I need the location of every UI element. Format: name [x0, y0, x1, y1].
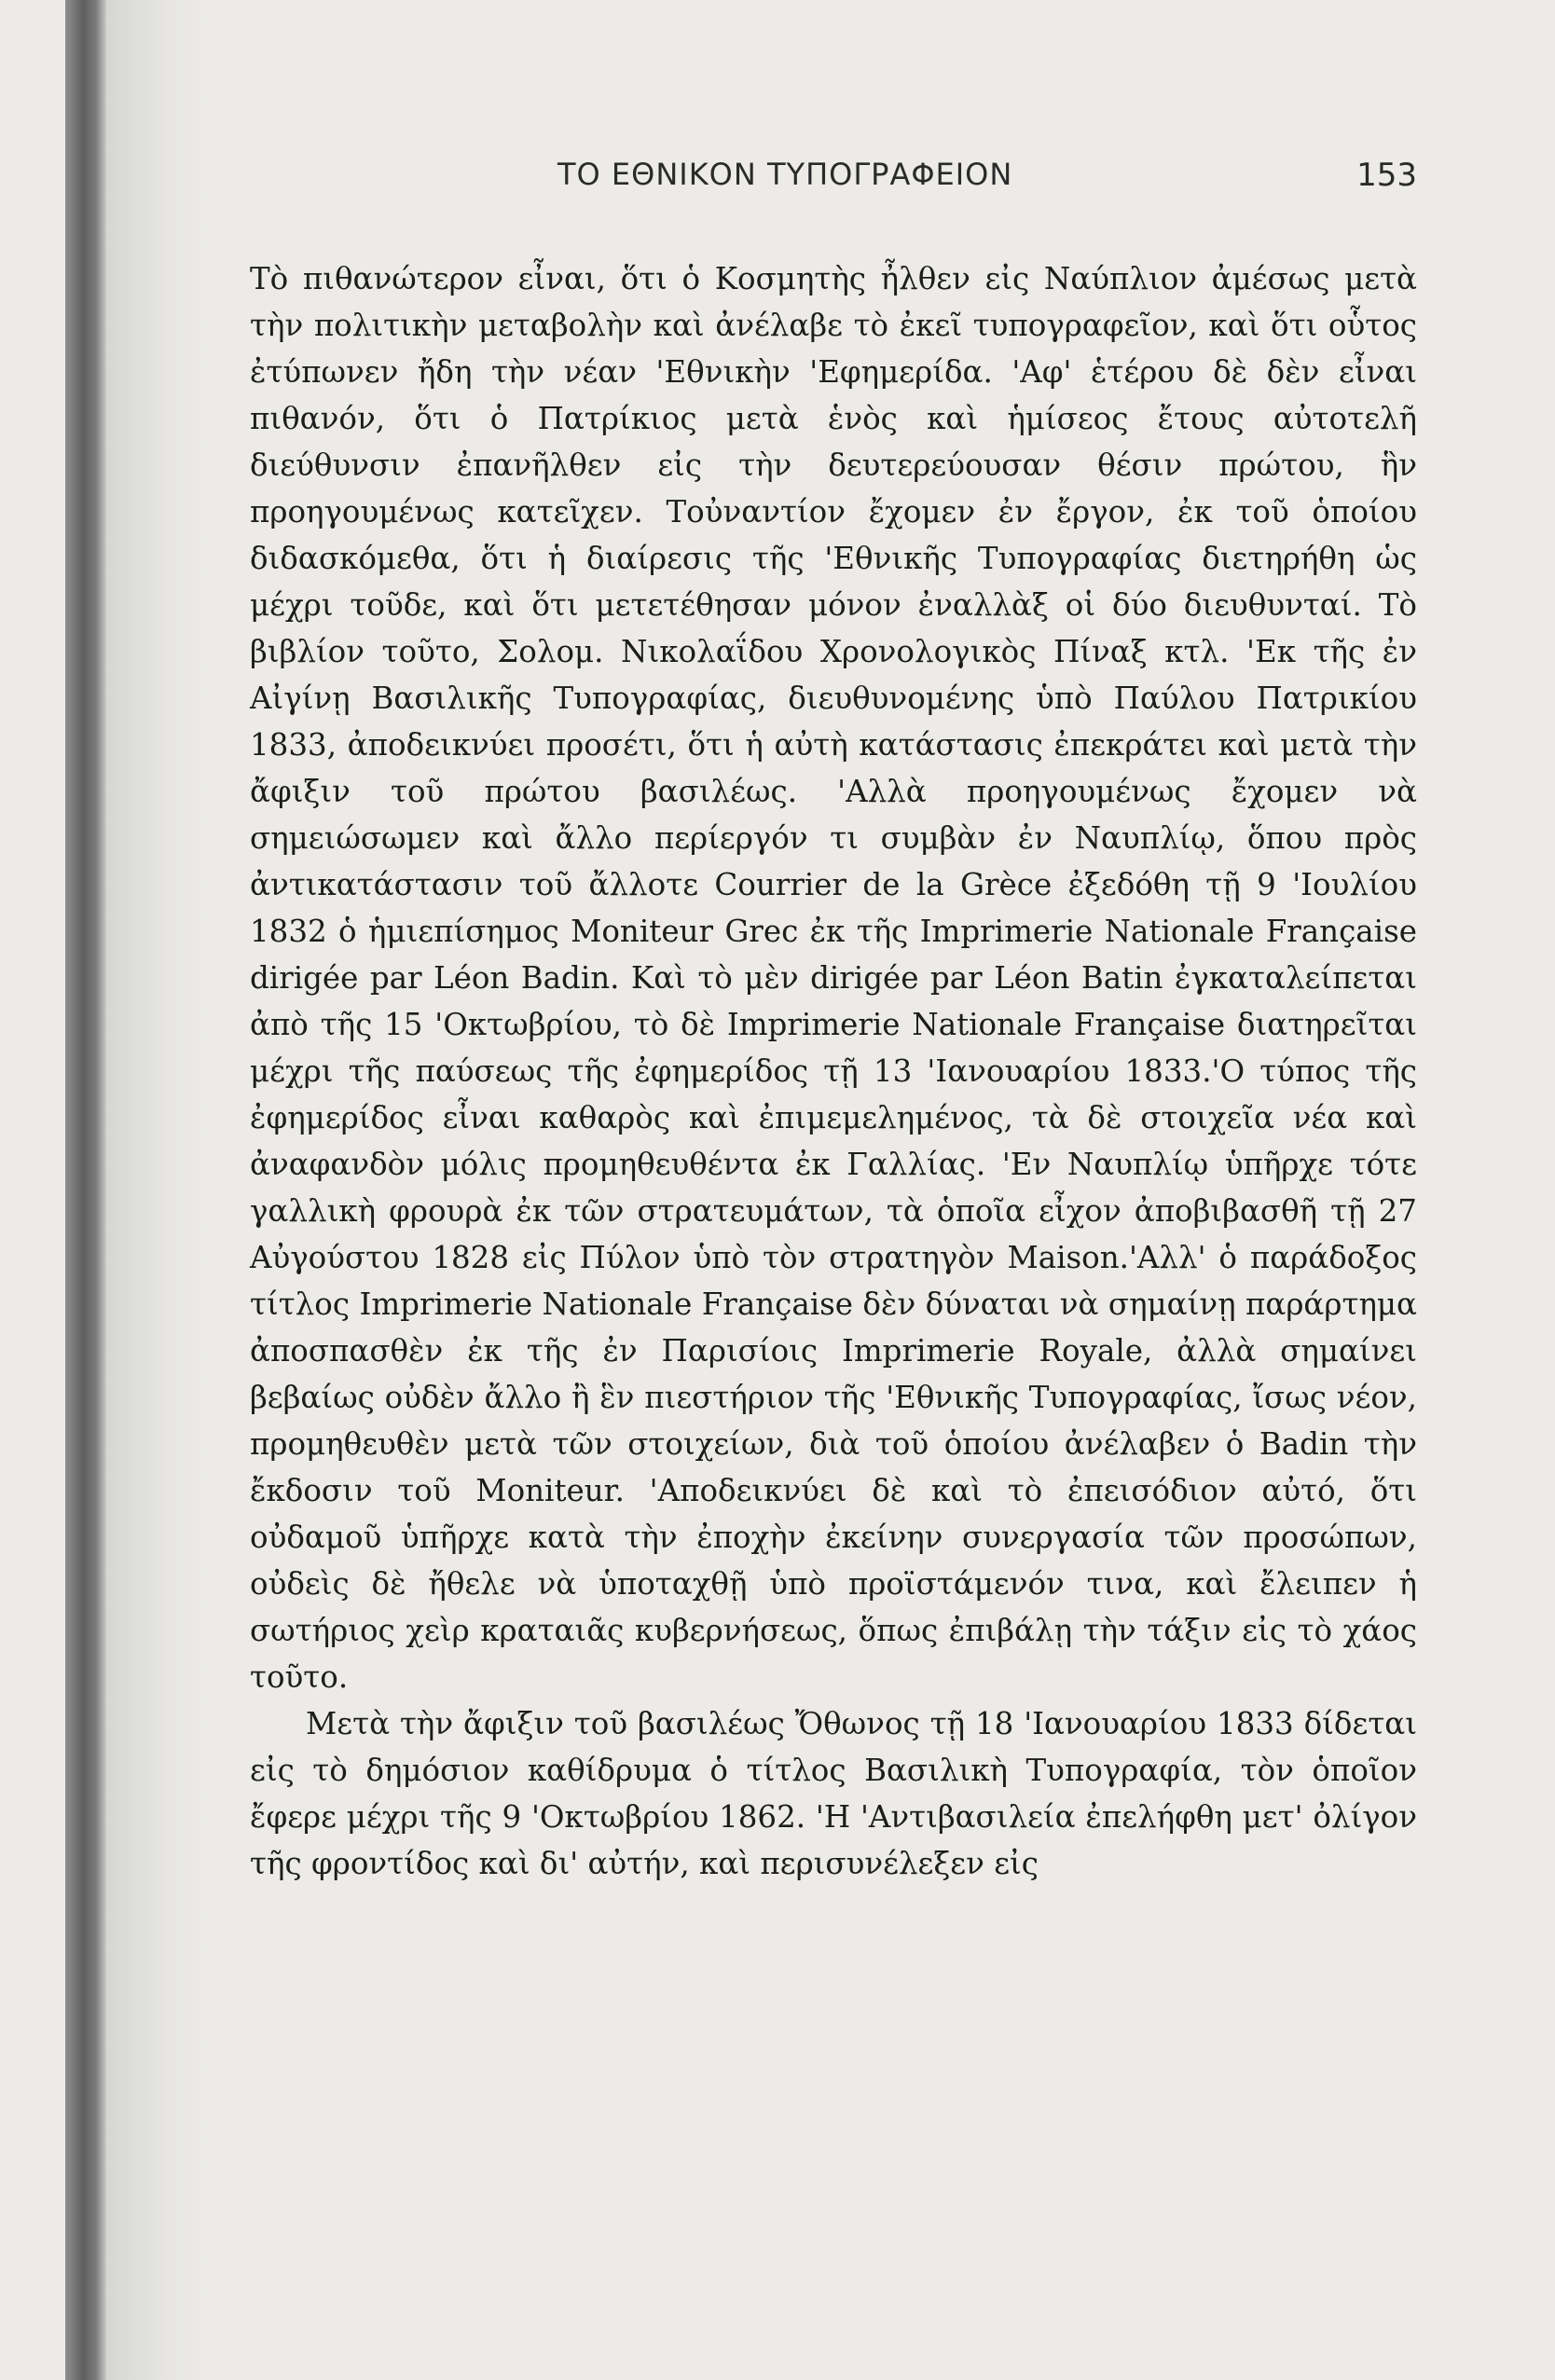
paragraph-1: Τὸ πιθανώτερον εἶναι, ὅτι ὁ Κοσμητὴς ἦλθεν εἰς Ναύπλιον ἀμέσως μετὰ τὴν πολιτικὴν μεταβολὴν καὶ ἀνέλαβε τὸ ἐκεῖ τυπογραφεῖον, καὶ ὅτι οὗτος ἐτύπωνεν ἤδη τὴν νέαν 'Εθνικὴν 'Εφημερίδα. 'Αφ' ἑτέρου δὲ δὲν εἶναι πιθανόν, ὅτι ὁ Πατρίκιος μετὰ ἑνὸς καὶ ἡμίσεος ἔτους αὐτοτελῆ διεύθυνσιν ἐπανῆλθεν εἰς τὴν δευτερεύουσαν θέσιν πρώτου, ἣν προηγουμένως κατεῖχεν. Τοὐναντίον ἔχομεν ἐν ἔργον, ἐκ τοῦ ὁποίου διδασκόμεθα, ὅτι ἡ διαίρεσις τῆς 'Εθνικῆς Τυπογραφίας διετηρήθη ὡς μέχρι τοῦδε, καὶ ὅτι μετετέθησαν μόνον ἐναλλὰξ οἱ δύο διευθυνταί. Τὸ βιβλίον τοῦτο, Σολομ. Νικολαΐδου Χρονολογικὸς Πίναξ κτλ. 'Εκ τῆς ἐν Αἰγίνῃ Βασιλικῆς Τυπογραφίας, διευθυνομένης ὑπὸ Παύλου Πατρικίου 1833, ἀποδεικνύει προσέτι, ὅτι ἡ αὐτὴ κατάστασις ἐπεκράτει καὶ μετὰ τὴν ἄφιξιν τοῦ πρώτου βασιλέως. 'Αλλὰ προηγουμένως ἔχομεν νὰ σημειώσωμεν καὶ ἄλλο περίεργόν τι συμβὰν ἐν Ναυπλίῳ, ὅπου πρὸς ἀντικατάστασιν τοῦ ἄλλοτε Courrier de la Grèce ἐξεδόθη τῇ 9 'Ιουλίου 1832 ὁ ἡμιεπίσημος Moniteur Grec ἐκ τῆς Imprimerie Nationale Française dirigée par Léon Badin. Καὶ τὸ μὲν dirigée par Léon Batin ἐγκαταλείπεται ἀπὸ τῆς 15 'Οκτωβρίου, τὸ δὲ Imprimerie Nationale Française διατηρεῖται μέχρι τῆς παύσεως τῆς ἐφημερίδος τῇ 13 'Ιανουαρίου 1833.'Ο τύπος τῆς ἐφημερίδος εἶναι καθαρὸς καὶ ἐπιμεμελημένος, τὰ δὲ στοιχεῖα νέα καὶ ἀναφανδὸν μόλις προμηθευθέντα ἐκ Γαλλίας. 'Εν Ναυπλίῳ ὑπῆρχε τότε γαλλικὴ φρουρὰ ἐκ τῶν στρατευμάτων, τὰ ὁποῖα εἶχον ἀποβιβασθῆ τῇ 27 Αὐγούστου 1828 εἰς Πύλον ὑπὸ τὸν στρατηγὸν Maison.'Αλλ' ὁ παράδοξος τίτλος Imprimerie Nationale Française δὲν δύναται νὰ σημαίνῃ παράρτημα ἀποσπασθὲν ἐκ τῆς ἐν Παρισίοις Imprimerie Royale, ἀλλὰ σημαίνει βεβαίως οὐδὲν ἄλλο ἢ ἓν πιεστήριον τῆς 'Εθνικῆς Τυπογραφίας, ἴσως νέον, προμηθευθὲν μετὰ τῶν στοιχείων, διὰ τοῦ ὁποίου ἀνέλαβεν ὁ Badin τὴν ἔκδοσιν τοῦ Moniteur. 'Αποδεικνύει δὲ καὶ τὸ ἐπεισόδιον αὐτό, ὅτι οὐδαμοῦ ὑπῆρχε κατὰ τὴν ἐποχὴν ἐκείνην συνεργασία τῶν προσώπων, οὐδεὶς δὲ ἤθελε νὰ ὑποταχθῇ ὑπὸ προϊστάμενόν τινα, καὶ ἔλειπεν ἡ σωτήριος χεὶρ κραταιᾶς κυβερνήσεως, ὅπως ἐπιβάλῃ τὴν τάξιν εἰς τὸ χάος τοῦτο.	[250, 261, 1417, 1695]
book-page	[250, 157, 1417, 1887]
gutter-fade	[106, 0, 218, 2380]
running-head	[250, 157, 1417, 216]
body-text	[250, 255, 1417, 1887]
book-gutter-shadow	[65, 0, 106, 2380]
paragraph-2: Μετὰ τὴν ἄφιξιν τοῦ βασιλέως Ὄθωνος τῇ 18 'Ιανουαρίου 1833 δίδεται εἰς τὸ δημόσιον καθίδρυμα ὁ τίτλος Βασιλικὴ Τυπογραφία, τὸν ὁποῖον ἔφερε μέχρι τῆς 9 'Οκτωβρίου 1862. 'Η 'Αντιβασιλεία ἐπελήφθη μετ' ὀλίγον τῆς φροντίδος καὶ δι' αὐτήν, καὶ περισυνέλεξεν εἰς	[250, 1706, 1417, 1881]
page-number: 153	[1356, 157, 1417, 194]
running-title: ΤΟ ΕΘΝΙΚΟΝ ΤΥΠΟΓΡΑΦΕΙΟΝ	[557, 157, 1013, 192]
